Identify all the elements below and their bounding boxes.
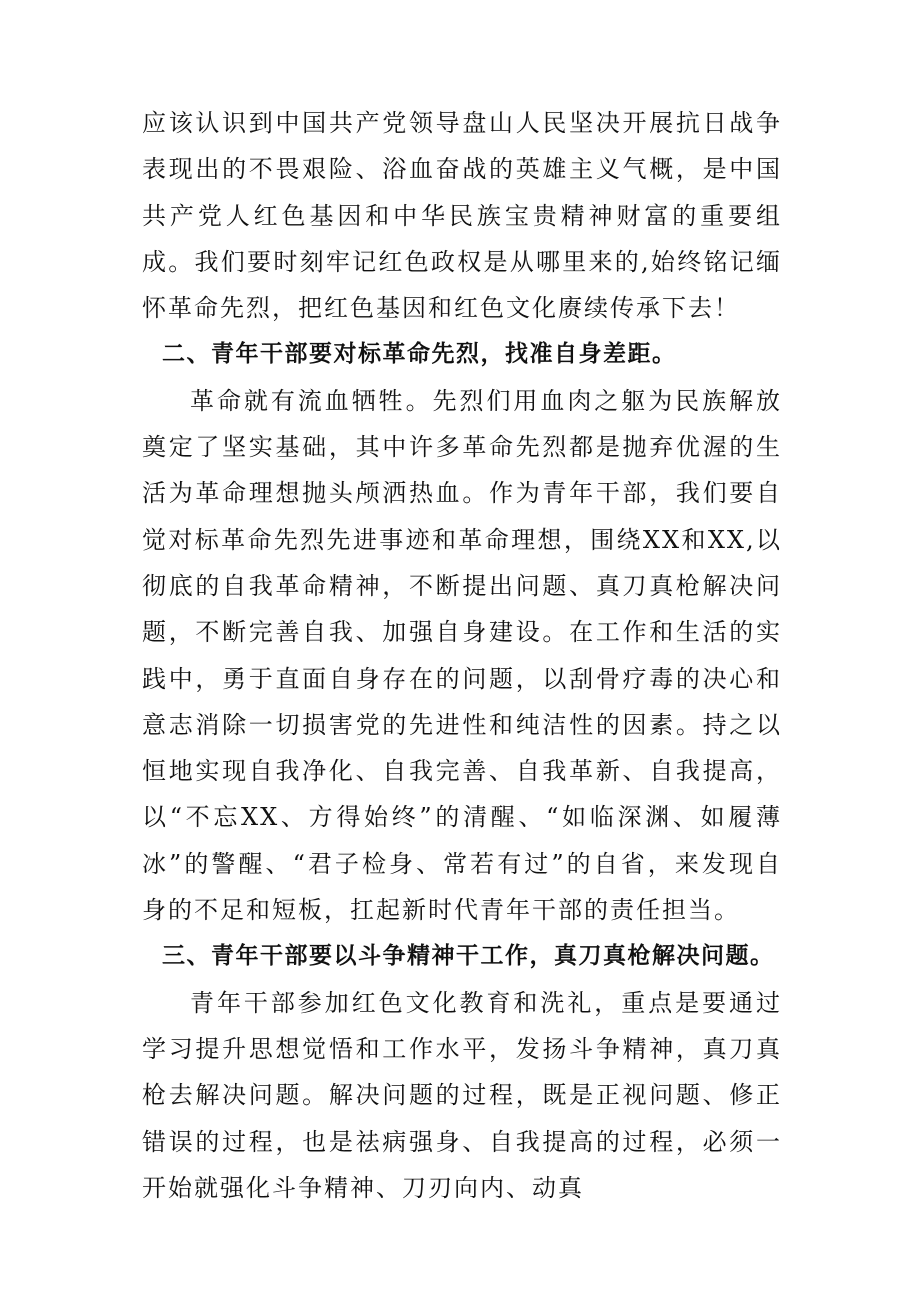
paragraph-continuation: 应该认识到中国共产党领导盘山人民坚决开展抗日战争表现出的不畏艰险、浴血奋战的英雄主义气概，是中国共产党人红色基因和中华民族宝贵精神财富的重要组成。我们要时刻牢记红色政权是从哪里来的,始终铭记缅怀革命先烈，把红色基因和红色文化赓续传承下去！: [142, 109, 782, 323]
section-heading-2: 二、青年干部要对标革命先烈，找准自身差距。: [162, 341, 677, 368]
document-body: [142, 100, 782, 1211]
section-heading-3: 三、青年干部要以斗争精神干工作，真刀真枪解决问题。: [162, 943, 775, 970]
paragraph-section-3: 青年干部参加红色文化教育和洗礼，重点是要通过学习提升思想觉悟和工作水平，发扬斗争精神，真刀真枪去解决问题。解决问题的过程，既是正视问题、修正错误的过程，也是祛病强身、自我提高的过程，必须一开始就强化斗争精神、刀刃向内、动真: [142, 988, 782, 1202]
paragraph-section-2: 革命就有流血牺牲。先烈们用血肉之躯为民族解放奠定了坚实基础，其中许多革命先烈都是抛弃优渥的生活为革命理想抛头颅洒热血。作为青年干部，我们要自觉对标革命先烈先进事迹和革命理想，围绕XX和XX,以彻底的自我革命精神，不断提出问题、真刀真枪解决问题，不断完善自我、加强自身建设。在工作和生活的实践中，勇于直面自身存在的问题，以刮骨疗毒的决心和意志消除一切损害党的先进性和纯洁性的因素。持之以恒地实现自我净化、自我完善、自我革新、自我提高，以“不忘XX、方得始终”的清醒、“如临深渊、如履薄冰”的警醒、“君子检身、常若有过”的自省，来发现自身的不足和短板，扛起新时代青年干部的责任担当。: [142, 386, 782, 925]
